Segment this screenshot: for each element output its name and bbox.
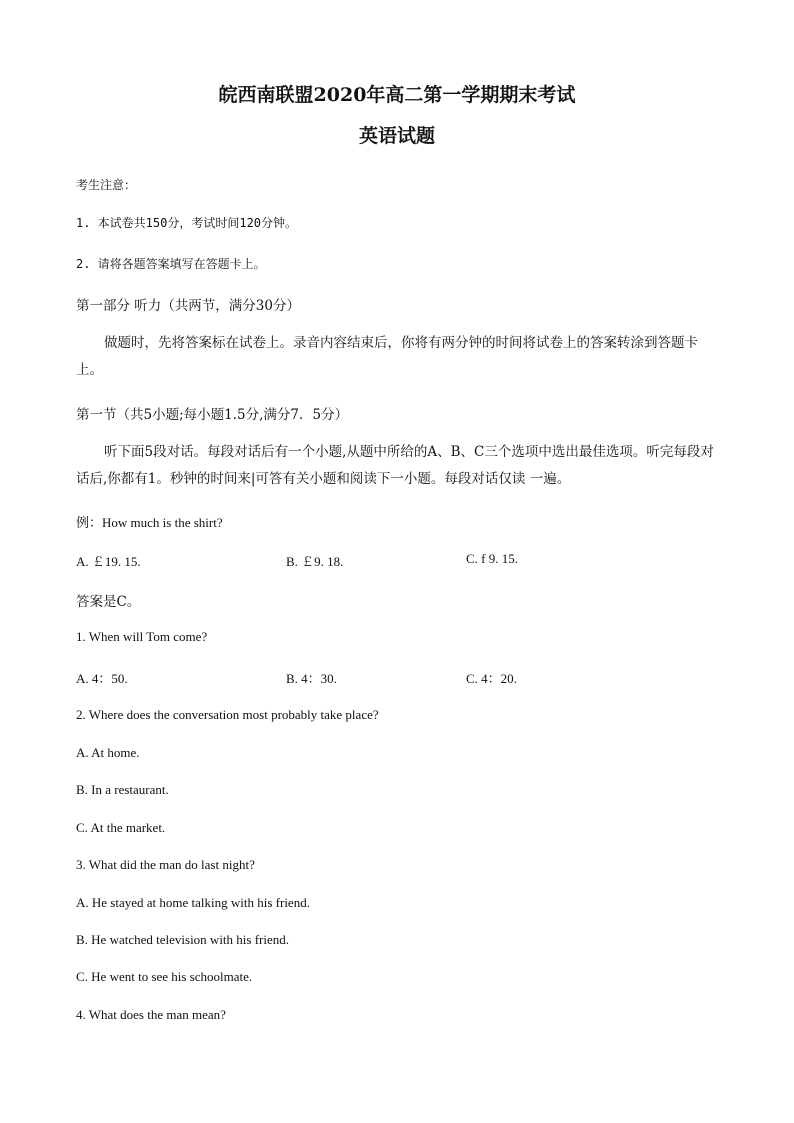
question-3-option-a: A. He stayed at home talking with his friend. xyxy=(76,895,310,910)
example-option-c: C. f 9. 15. xyxy=(466,551,518,566)
question-3-option-b: B. He watched television with his friend. xyxy=(76,932,290,947)
section1-instruction: 听下面5段对话。每段对话后有一个小题,从题中所给的A、B、C三个选项中选出最佳选项。听完每段对话后,你都有1。秒钟的时间来|可答有关小题和阅读下一小题。每段对话仅读 一遍。 xyxy=(76,444,714,487)
exam-subtitle: 英语试题 xyxy=(358,125,435,147)
question-2-option-c: C. At the market. xyxy=(76,820,166,835)
notice-item-1: 1. 本试卷共150分，考试时间120分钟。 xyxy=(76,216,298,230)
question-4: 4. What does the man mean? xyxy=(76,1007,226,1022)
question-2-option-a: A. At home. xyxy=(76,745,140,760)
question-1-option-c: C. 4：20. xyxy=(466,671,517,686)
example-question: 例：How much is the shirt? xyxy=(76,515,223,530)
question-1: 1. When will Tom come? xyxy=(76,629,208,644)
part1-instruction: 做题时，先将答案标在试卷上。录音内容结束后，你将有两分钟的时间将试卷上的答案转涂到答题卡上。 xyxy=(76,335,698,378)
question-3-option-c: C. He went to see his schoolmate. xyxy=(76,969,253,984)
section1-heading: 第一节（共5小题;每小题1.5分,满分7．5分） xyxy=(76,407,349,423)
part1-heading: 第一部分 听力（共两节，满分30分） xyxy=(76,298,300,314)
question-2-option-b: B. In a restaurant. xyxy=(76,782,169,797)
question-1-option-b: B. 4：30. xyxy=(286,671,337,686)
example-option-b: B. ￡9. 18. xyxy=(286,554,344,569)
notice-item-2: 2. 请将各题答案填写在答题卡上。 xyxy=(76,257,266,271)
exam-title: 皖西南联盟2020年高二第一学期期末考试 xyxy=(218,84,576,106)
example-answer: 答案是C。 xyxy=(76,594,141,610)
example-option-a: A. ￡19. 15. xyxy=(76,554,141,569)
question-2: 2. Where does the conversation most probably take place? xyxy=(76,707,379,722)
notice-heading: 考生注意： xyxy=(76,178,137,192)
question-3: 3. What did the man do last night? xyxy=(76,857,255,872)
question-1-option-a: A. 4：50. xyxy=(76,671,128,686)
